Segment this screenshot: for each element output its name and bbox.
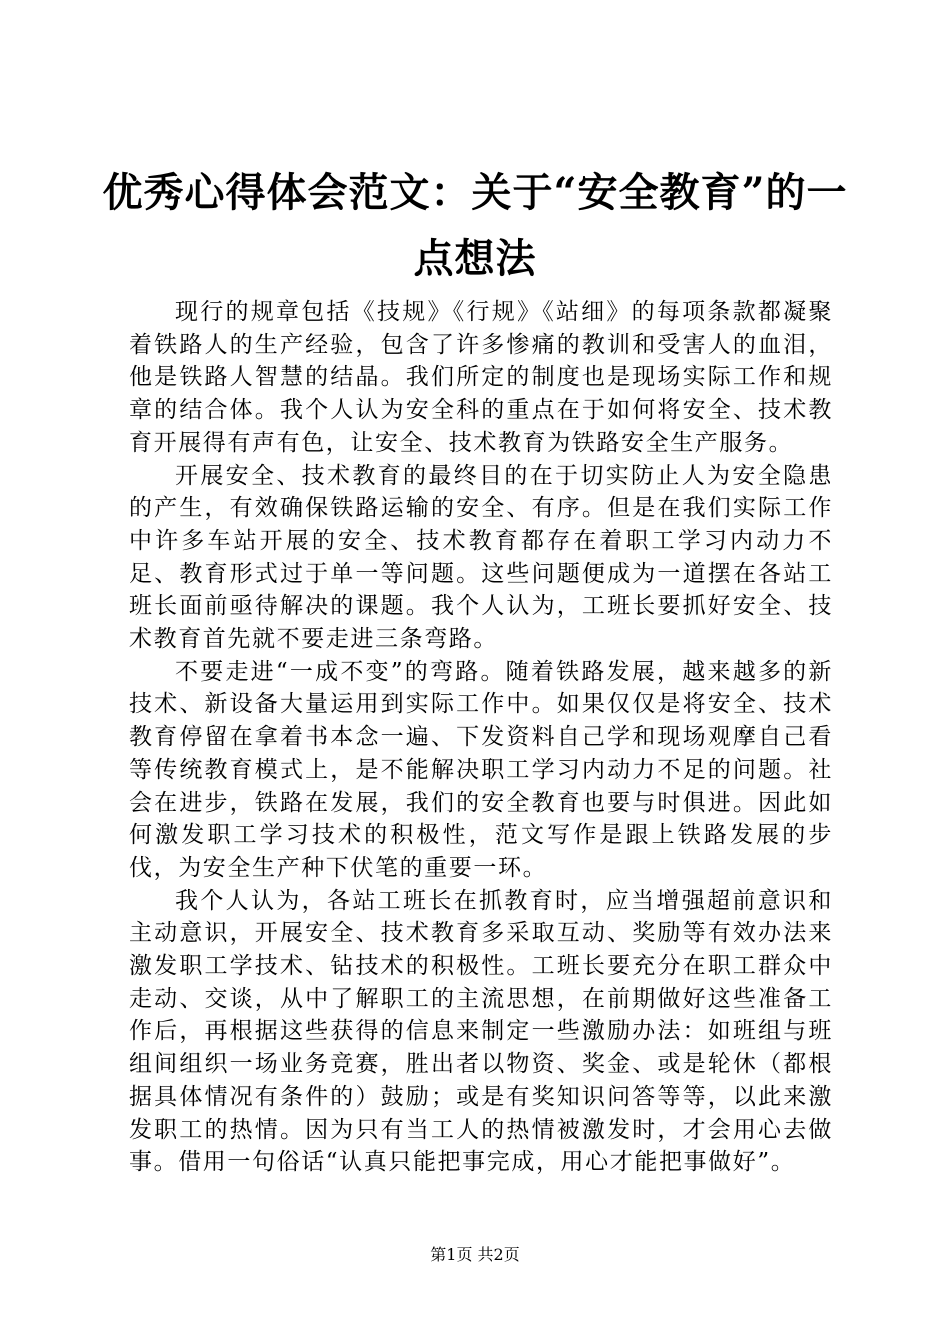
paragraph-3: 不要走进“一成不变”的弯路。随着铁路发展，越来越多的新技术、新设备大量运用到实际工作中。如果仅仅是将安全、技术教育停留在拿着书本念一遍、下发资料自己学和现场观摩自己看等传统教育模式上，是不能解决职工学习内动力不足的问题。社会在进步，铁路在发展，我们的安全教育也要与时俱进。因此如何激发职工学习技术的积极性，范文写作是跟上铁路发展的步伐，为安全生产种下伏笔的重要一环。 — [129, 658, 833, 881]
paragraph-4: 我个人认为，各站工班长在抓教育时，应当增强超前意识和主动意识，开展安全、技术教育多采取互动、奖励等有效办法来激发职工学技术、钻技术的积极性。工班长要充分在职工群众中走动、交谈，从中了解职工的主流思想，在前期做好这些准备工作后，再根据这些获得的信息来制定一些激励办法：如班组与班组间组织一场业务竞赛，胜出者以物资、奖金、或是轮休（都根据具体情况有条件的）鼓励；或是有奖知识问答等等，以此来激发职工的热情。因为只有当工人的热情被激发时，才会用心去做事。借用一句俗话“认真只能把事完成，用心才能把事做好”。 — [129, 887, 833, 1176]
document-title: 优秀心得体会范文：关于“安全教育”的一点想法 — [102, 169, 848, 282]
paragraph-1: 现行的规章包括《技规》《行规》《站细》的每项条款都凝聚着铁路人的生产经验，包含了许多惨痛的教训和受害人的血泪，他是铁路人智慧的结晶。我们所定的制度也是现场实际工作和规章的结合体。我个人认为安全科的重点在于如何将安全、技术教育开展得有声有色，让安全、技术教育为铁路安全生产服务。 — [129, 299, 833, 456]
page-number-footer: 第1页 共2页 — [430, 1245, 520, 1264]
paragraph-2: 开展安全、技术教育的最终目的在于切实防止人为安全隐患的产生，有效确保铁路运输的安全、有序。但是在我们实际工作中许多车站开展的安全、技术教育都存在着职工学习内动力不足、教育形式过于单一等问题。这些问题便成为一道摆在各站工班长面前亟待解决的课题。我个人认为，工班长要抓好安全、技术教育首先就不要走进三条弯路。 — [129, 462, 833, 653]
document-body — [129, 296, 833, 1179]
